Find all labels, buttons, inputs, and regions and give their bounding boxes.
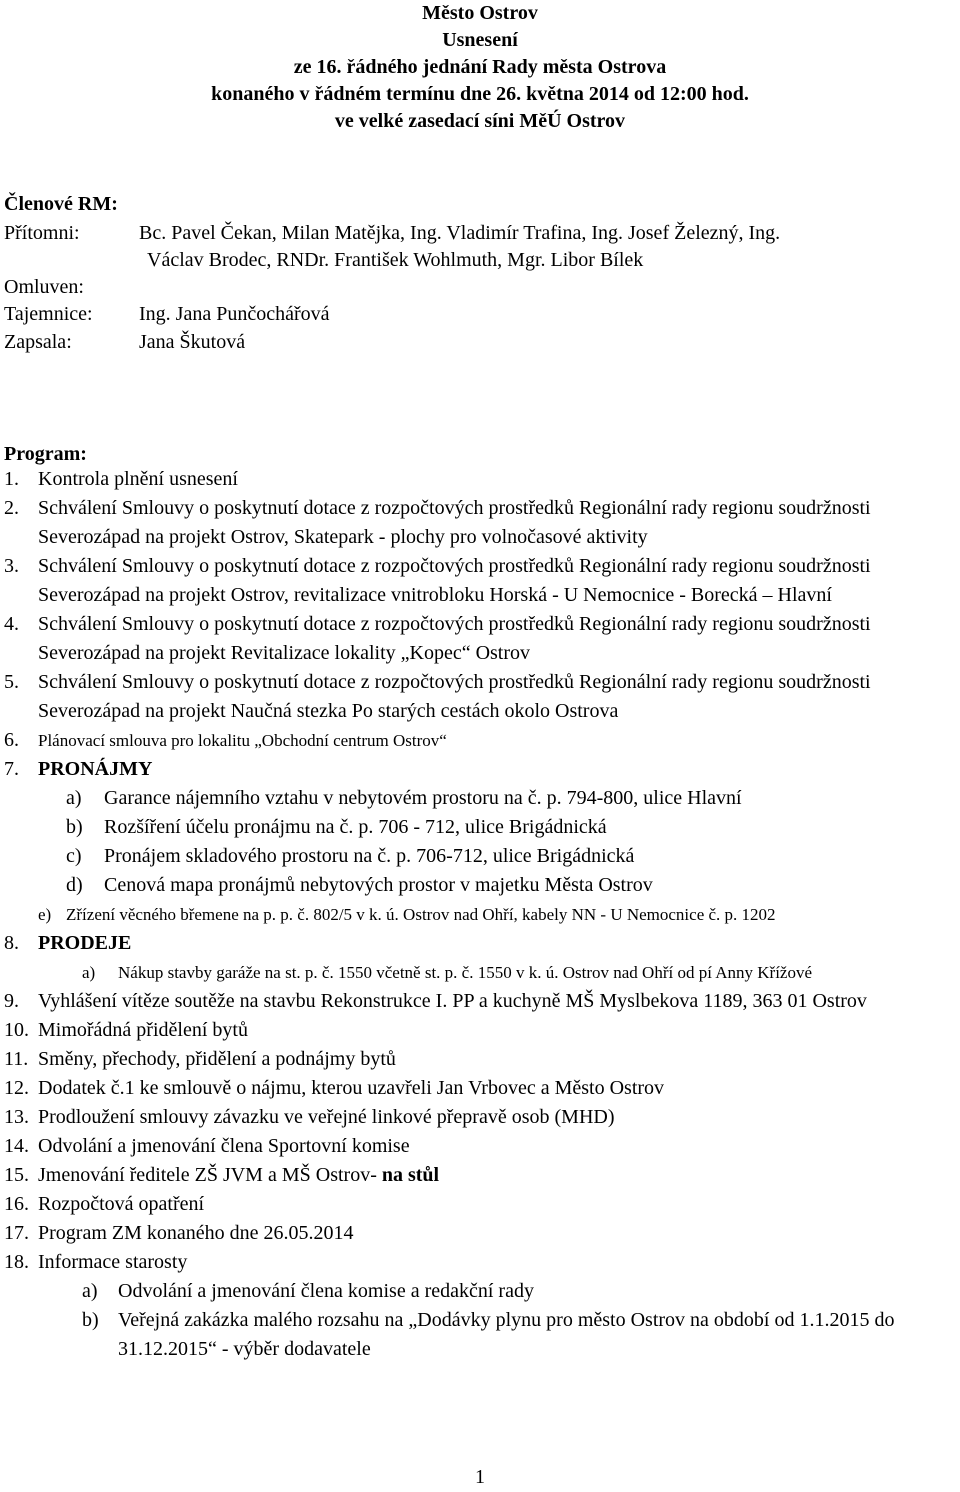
list-item: 5. Schválení Smlouvy o poskytnutí dotace z rozpočtových prostředků Regionální rady regionu soudržnosti Severozápad na projekt Naučná stezka Po starých cestách okolo Ostrova bbox=[4, 671, 871, 722]
sub-item: d) Cenová mapa pronájmů nebytových prostor v majetku Města Ostrov bbox=[66, 874, 653, 896]
header-type: Usnesení bbox=[442, 29, 518, 51]
list-item: 2. Schválení Smlouvy o poskytnutí dotace z rozpočtových prostředků Regionální rady regionu soudržnosti Severozápad na projekt Ostrov, Skatepark - plochy pro volnočasové aktivity bbox=[4, 497, 871, 548]
list-item: 6. Plánovací smlouva pro lokalitu „Obchodní centrum Ostrov“ bbox=[4, 729, 447, 751]
header-meeting: ze 16. řádného jednání Rady města Ostrova bbox=[293, 56, 667, 78]
sub-item: c) Pronájem skladového prostoru na č. p. 706-712, ulice Brigádnická bbox=[66, 845, 635, 867]
list-item: 1. Kontrola plnění usnesení bbox=[4, 468, 238, 490]
members-title: Členové RM: bbox=[4, 193, 118, 215]
secretary-label: Tajemnice: bbox=[4, 303, 93, 325]
list-item: 7. PRONÁJMY bbox=[4, 758, 153, 780]
list-item: 10. Mimořádná přidělení bytů bbox=[4, 1019, 248, 1041]
sub-item: b) Veřejná zakázka malého rozsahu na „Dodávky plynu pro město Ostrov na období od 1.1.2015 do 31.12.2015“ - výběr dodavatele bbox=[82, 1309, 895, 1360]
header-date: konaného v řádném termínu dne 26. května 2014 od 12:00 hod. bbox=[211, 83, 749, 105]
sub-item: e) Zřízení věcného břemene na p. p. č. 802/5 v k. ú. Ostrov nad Ohří, kabely NN - U Nemocnice č. p. 1202 bbox=[38, 905, 776, 924]
list-item: 12. Dodatek č.1 ke smlouvě o nájmu, kterou uzavřeli Jan Vrbovec a Město Ostrov bbox=[4, 1077, 665, 1099]
header-city: Město Ostrov bbox=[422, 2, 538, 24]
list-item: 17. Program ZM konaného dne 26.05.2014 bbox=[4, 1222, 354, 1244]
page-number: 1 bbox=[475, 1466, 485, 1488]
document-header bbox=[0, 0, 960, 135]
present-line-1: Bc. Pavel Čekan, Milan Matějka, Ing. Vladimír Trafina, Ing. Josef Železný, Ing. bbox=[139, 222, 781, 244]
header-place: ve velké zasedací síni MěÚ Ostrov bbox=[334, 110, 626, 132]
program-title: Program: bbox=[4, 443, 87, 465]
list-item: 11. Směny, přechody, přidělení a podnájmy bytů bbox=[4, 1048, 396, 1070]
list-item: 3. Schválení Smlouvy o poskytnutí dotace z rozpočtových prostředků Regionální rady regionu soudržnosti Severozápad na projekt Ostrov, revitalizace vnitrobloku Horská - U Nemocnice - Borecká – Hlavní bbox=[4, 555, 871, 606]
list-item: 14. Odvolání a jmenování člena Sportovní komise bbox=[4, 1135, 410, 1157]
present-line-2: Václav Brodec, RNDr. František Wohlmuth, Mgr. Libor Bílek bbox=[147, 249, 644, 271]
recorder-value: Jana Škutová bbox=[139, 331, 246, 353]
sub-item: a) Nákup stavby garáže na st. p. č. 1550 včetně st. p. č. 1550 v k. ú. Ostrov nad Ohří od pí Anny Křížové bbox=[82, 963, 813, 982]
list-item: 4. Schválení Smlouvy o poskytnutí dotace z rozpočtových prostředků Regionální rady regionu soudržnosti Severozápad na projekt Revitalizace lokality „Kopec“ Ostrov bbox=[4, 613, 871, 664]
recorder-label: Zapsala: bbox=[4, 331, 72, 353]
secretary-value: Ing. Jana Punčochářová bbox=[139, 303, 330, 325]
list-item: 9. Vyhlášení vítěze soutěže na stavbu Rekonstrukce I. PP a kuchyně MŠ Myslbekova 1189, 363 01 Ostrov bbox=[4, 990, 867, 1012]
list-item: 16. Rozpočtová opatření bbox=[4, 1193, 205, 1215]
list-item: 18. Informace starosty bbox=[4, 1251, 188, 1273]
program-list bbox=[4, 465, 960, 1364]
present-label: Přítomni: bbox=[4, 222, 80, 244]
sub-item: a) Garance nájemního vztahu v nebytovém prostoru na č. p. 794-800, ulice Hlavní bbox=[66, 787, 742, 809]
sub-item: b) Rozšíření účelu pronájmu na č. p. 706 - 712, ulice Brigádnická bbox=[66, 816, 607, 838]
list-item: 8. PRODEJE bbox=[4, 932, 132, 954]
sub-item: a) Odvolání a jmenování člena komise a redakční rady bbox=[82, 1280, 534, 1302]
excused-label: Omluven: bbox=[4, 276, 84, 298]
list-item: 13. Prodloužení smlouvy závazku ve veřejné linkové přepravě osob (MHD) bbox=[4, 1106, 615, 1128]
list-item: 15. Jmenování ředitele ZŠ JVM a MŠ Ostrov- na stůl bbox=[4, 1164, 440, 1186]
